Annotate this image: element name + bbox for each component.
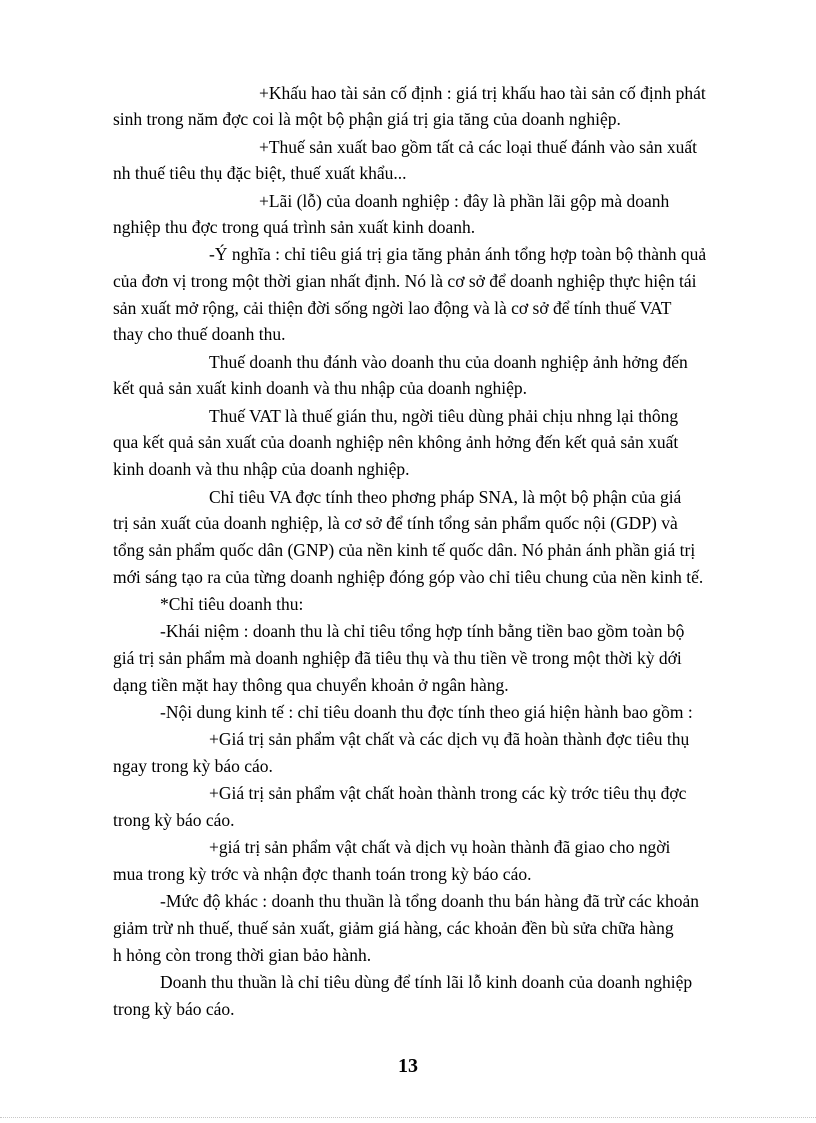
- text-line: giảm trừ nh thuế, thuế sản xuất, giảm giá hàng, các khoản đền bù sửa chữa hàng: [113, 918, 674, 938]
- text-line: +Thuế sản xuất bao gồm tất cả các loại thuế đánh vào sản xuất: [259, 137, 697, 157]
- text-line: -Khái niệm : doanh thu là chỉ tiêu tổng hợp tính bằng tiền bao gồm toàn bộ: [160, 621, 685, 641]
- text-line: trong kỳ báo cáo.: [113, 810, 235, 830]
- text-line: +Giá trị sản phẩm vật chất và các dịch vụ đã hoàn thành đợc tiêu thụ: [209, 729, 690, 749]
- text-line: -Mức độ khác : doanh thu thuần là tổng doanh thu bán hàng đã trừ các khoản: [160, 891, 699, 911]
- text-line: Chỉ tiêu VA đợc tính theo phơng pháp SNA, là một bộ phận của giá: [209, 487, 682, 507]
- text-line: giá trị sản phẩm mà doanh nghiệp đã tiêu thụ và thu tiền về trong một thời kỳ dới: [113, 648, 682, 668]
- text-line: +Khấu hao tài sản cố định : giá trị khấu hao tài sản cố định phát: [259, 83, 706, 103]
- text-line: mua trong kỳ trớc và nhận đợc thanh toán trong kỳ báo cáo.: [113, 864, 532, 884]
- text-line: trong kỳ báo cáo.: [113, 999, 235, 1019]
- text-line: -Nội dung kinh tế : chỉ tiêu doanh thu đợc tính theo giá hiện hành bao gồm :: [160, 702, 693, 722]
- text-line: *Chỉ tiêu doanh thu:: [160, 594, 304, 614]
- text-line: nghiệp thu đợc trong quá trình sản xuất kinh doanh.: [113, 217, 476, 237]
- text-line: ngay trong kỳ báo cáo.: [113, 756, 273, 776]
- page-number: 13: [398, 1055, 418, 1077]
- text-line: +Giá trị sản phẩm vật chất hoàn thành trong các kỳ trớc tiêu thụ đợc: [209, 783, 687, 803]
- text-line: +Lãi (lỗ) của doanh nghiệp : đây là phần lãi gộp mà doanh: [259, 191, 670, 211]
- text-line: Thuế VAT là thuế gián thu, ngời tiêu dùng phải chịu nhng lại thông: [209, 406, 679, 426]
- text-line: trị sản xuất của doanh nghiệp, là cơ sở để tính tổng sản phẩm quốc nội (GDP) và: [113, 513, 678, 533]
- text-line: Thuế doanh thu đánh vào doanh thu của doanh nghiệp ảnh hởng đến: [209, 352, 688, 372]
- text-line: sinh trong năm đợc coi là một bộ phận giá trị gia tăng của doanh nghiệp.: [113, 109, 621, 129]
- page-bottom-divider: [0, 1117, 816, 1118]
- text-line: dạng tiền mặt hay thông qua chuyển khoản ở ngân hàng.: [113, 675, 509, 695]
- text-line: thay cho thuế doanh thu.: [113, 324, 286, 344]
- text-line: nh thuế tiêu thụ đặc biệt, thuế xuất khẩu...: [113, 163, 407, 183]
- text-line: kinh doanh và thu nhập của doanh nghiệp.: [113, 459, 410, 479]
- text-line: của đơn vị trong một thời gian nhất định. Nó là cơ sở để doanh nghiệp thực hiện tái: [113, 271, 697, 291]
- text-line: Doanh thu thuần là chỉ tiêu dùng để tính lãi lỗ kinh doanh của doanh nghiệp: [160, 972, 693, 992]
- text-line: qua kết quả sản xuất của doanh nghiệp nên không ảnh hởng đến kết quả sản xuất: [113, 432, 679, 452]
- text-line: mới sáng tạo ra của từng doanh nghiệp đóng góp vào chỉ tiêu chung của nền kinh tế.: [113, 567, 704, 587]
- text-line: sản xuất mở rộng, cải thiện đời sống ngời lao động và là cơ sở để tính thuế VAT: [113, 298, 672, 318]
- text-line: -Ý nghĩa : chỉ tiêu giá trị gia tăng phản ánh tổng hợp toàn bộ thành quả: [209, 244, 707, 264]
- text-line: +giá trị sản phẩm vật chất và dịch vụ hoàn thành đã giao cho ngời: [209, 837, 671, 857]
- text-line: tổng sản phẩm quốc dân (GNP) của nền kinh tế quốc dân. Nó phản ánh phần giá trị: [113, 540, 696, 560]
- text-line: h hỏng còn trong thời gian bảo hành.: [113, 945, 372, 965]
- text-line: kết quả sản xuất kinh doanh và thu nhập của doanh nghiệp.: [113, 378, 528, 398]
